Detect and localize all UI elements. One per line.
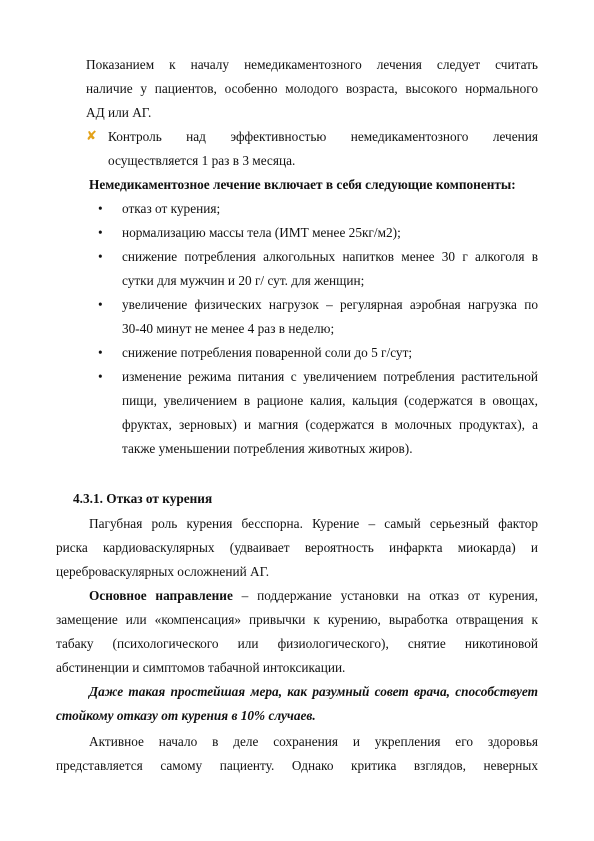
paragraph-direction bbox=[56, 584, 538, 680]
paragraph-advice bbox=[56, 680, 538, 728]
list-item-text: пищи, увеличением в рационе калия, кальция (содержатся в овощах, bbox=[122, 393, 538, 408]
paragraph-line: замещение или «компенсация» привычки к курению, выработка отвращения к bbox=[56, 612, 538, 627]
components-list bbox=[98, 197, 538, 461]
paragraph-line: представляется самому пациенту. Однако критика взглядов, неверных bbox=[56, 758, 538, 773]
list-item-text: сутки для мужчин и 20 г/ сут. для женщин; bbox=[122, 273, 365, 288]
list-item-text: • снижение потребления алкогольных напитков менее 30 г алкоголя в bbox=[122, 249, 538, 264]
paragraph-line: риска кардиоваскулярных (удваивает вероятность инфаркта миокарда) и bbox=[56, 540, 538, 555]
components-heading-text: Немедикаментозное лечение включает в себя следующие компоненты: bbox=[89, 177, 516, 192]
intro-line-1: Показанием к началу немедикаментозного лечения следует считать bbox=[86, 57, 538, 72]
paragraph-harm bbox=[56, 512, 538, 584]
paragraph-line: абстиненции и симптомов табачной интоксикации. bbox=[56, 660, 346, 675]
control-note bbox=[86, 125, 538, 173]
list-item-text: • отказ от курения; bbox=[122, 201, 221, 216]
paragraph-patient bbox=[56, 730, 538, 778]
list-item-text: • увеличение физических нагрузок – регулярная аэробная нагрузка по bbox=[122, 297, 538, 312]
direction-rest: – поддержание установки на отказ от курения, bbox=[232, 588, 538, 603]
section-title: 4.3.1. Отказ от курения bbox=[73, 491, 213, 506]
paragraph-line: Пагубная роль курения бесспорна. Курение – самый серьезный фактор bbox=[89, 516, 538, 531]
paragraph-line: табаку (психологического или физиологического), снятие никотиновой bbox=[56, 636, 538, 651]
list-item bbox=[98, 221, 538, 245]
list-item-text: • снижение потребления поваренной соли до 5 г/сут; bbox=[122, 345, 413, 360]
list-item-text: • нормализацию массы тела (ИМТ менее 25кг/м2); bbox=[122, 225, 401, 240]
paragraph-line bbox=[89, 584, 538, 608]
paragraph-line: Активное начало в деле сохранения и укрепления его здоровья bbox=[89, 734, 538, 749]
list-item-text: • изменение режима питания с увеличением потребления растительной bbox=[122, 369, 538, 384]
list-item bbox=[98, 245, 538, 293]
intro-paragraph bbox=[86, 53, 538, 125]
control-line-2: осуществляется 1 раз в 3 месяца. bbox=[108, 153, 296, 168]
paragraph-line: цереброваскулярных осложнений АГ. bbox=[56, 564, 270, 579]
list-item bbox=[98, 293, 538, 341]
cross-mark-icon: ✘ bbox=[86, 129, 97, 144]
section-heading bbox=[73, 487, 533, 511]
list-item-text: фруктах, зерновых) и магния (содержатся в молочных продуктах), а bbox=[122, 417, 538, 432]
direction-bold: Основное направление bbox=[89, 588, 233, 603]
control-line-1: Контроль над эффективностью немедикаментозного лечения bbox=[108, 129, 538, 144]
list-item bbox=[98, 197, 538, 221]
list-item-text: 30-40 минут не менее 4 раз в неделю; bbox=[122, 321, 335, 336]
paragraph-line: стойкому отказу от курения в 10% случаев. bbox=[56, 708, 316, 723]
intro-line-3: АД или АГ. bbox=[86, 105, 152, 120]
list-item bbox=[98, 365, 538, 461]
list-item bbox=[98, 341, 538, 365]
paragraph-line: Даже такая простейшая мера, как разумный совет врача, способствует bbox=[89, 684, 538, 699]
intro-line-2: наличие у пациентов, особенно молодого возраста, высокого нормального bbox=[86, 81, 538, 96]
components-heading bbox=[89, 173, 549, 197]
list-item-text: также уменьшении потребления животных жиров). bbox=[122, 441, 413, 456]
